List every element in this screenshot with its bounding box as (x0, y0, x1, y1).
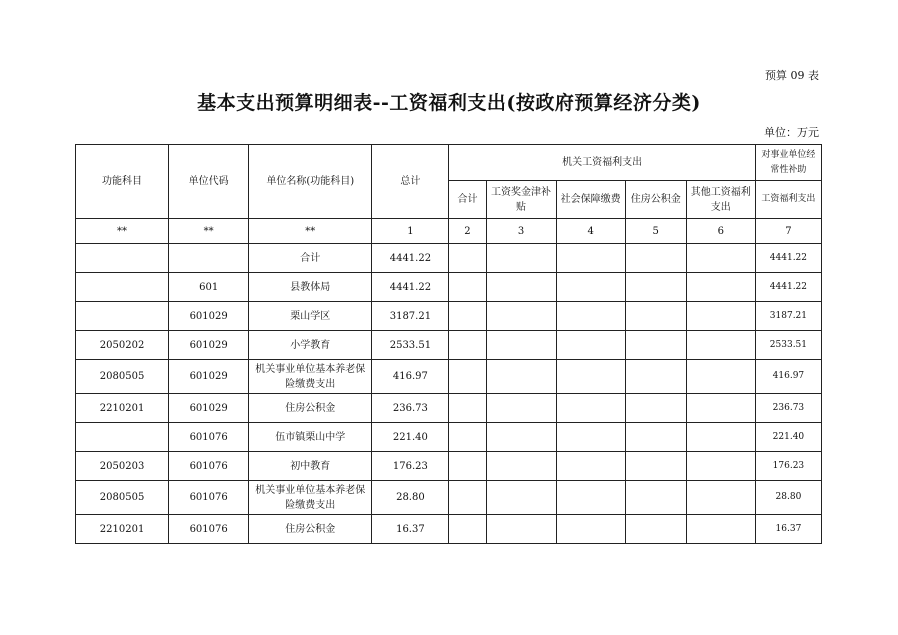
cell-wage-bonus (486, 302, 556, 331)
cell-total: 16.37 (372, 515, 449, 544)
cell-total: 236.73 (372, 394, 449, 423)
cell-other-wage (686, 452, 755, 481)
cell-func-subject: 2080505 (76, 481, 169, 515)
cell-total: 176.23 (372, 452, 449, 481)
cell-unit-name: 机关事业单位基本养老保险缴费支出 (249, 481, 372, 515)
cell-func-subject: 2210201 (76, 394, 169, 423)
cell-wage-welfare: 221.40 (755, 423, 821, 452)
index-cell: 2 (449, 219, 486, 244)
cell-wage-bonus (486, 515, 556, 544)
cell-total: 416.97 (372, 360, 449, 394)
cell-unit-code: 601076 (169, 515, 249, 544)
cell-wage-bonus (486, 394, 556, 423)
cell-sub-total (449, 481, 486, 515)
index-row (76, 219, 822, 244)
cell-wage-bonus (486, 244, 556, 273)
index-cell: 6 (686, 219, 755, 244)
table-row (76, 394, 822, 423)
table-row (76, 302, 822, 331)
cell-wage-welfare: 16.37 (755, 515, 821, 544)
cell-housing-fund (625, 394, 686, 423)
cell-wage-welfare: 176.23 (755, 452, 821, 481)
cell-wage-welfare: 2533.51 (755, 331, 821, 360)
header-subsidy-group: 对事业单位经常性补助 (755, 145, 821, 181)
cell-unit-code: 601 (169, 273, 249, 302)
cell-social-security (556, 331, 625, 360)
table-row (76, 244, 822, 273)
cell-func-subject: 2080505 (76, 360, 169, 394)
budget-table (75, 144, 822, 544)
index-cell: ** (76, 219, 169, 244)
cell-total: 4441.22 (372, 273, 449, 302)
cell-wage-welfare: 3187.21 (755, 302, 821, 331)
cell-housing-fund (625, 302, 686, 331)
cell-other-wage (686, 394, 755, 423)
cell-total: 28.80 (372, 481, 449, 515)
cell-unit-code (169, 244, 249, 273)
cell-sub-total (449, 331, 486, 360)
cell-unit-name: 住房公积金 (249, 515, 372, 544)
cell-social-security (556, 244, 625, 273)
header-agency-group: 机关工资福利支出 (449, 145, 755, 181)
cell-other-wage (686, 273, 755, 302)
cell-unit-name: 合计 (249, 244, 372, 273)
cell-wage-welfare: 4441.22 (755, 244, 821, 273)
table-row (76, 360, 822, 394)
cell-wage-welfare: 236.73 (755, 394, 821, 423)
cell-total: 3187.21 (372, 302, 449, 331)
cell-social-security (556, 481, 625, 515)
cell-unit-name: 机关事业单位基本养老保险缴费支出 (249, 360, 372, 394)
cell-unit-name: 伍市镇栗山中学 (249, 423, 372, 452)
table-row (76, 515, 822, 544)
cell-sub-total (449, 273, 486, 302)
cell-social-security (556, 394, 625, 423)
cell-unit-code: 601029 (169, 394, 249, 423)
cell-func-subject (76, 273, 169, 302)
table-row (76, 331, 822, 360)
cell-sub-total (449, 302, 486, 331)
cell-total: 221.40 (372, 423, 449, 452)
cell-wage-bonus (486, 452, 556, 481)
cell-other-wage (686, 244, 755, 273)
header-total: 总计 (372, 145, 449, 219)
page-title: 基本支出预算明细表--工资福利支出(按政府预算经济分类) (197, 92, 701, 114)
cell-unit-name: 栗山学区 (249, 302, 372, 331)
cell-wage-bonus (486, 481, 556, 515)
header-housing-fund: 住房公积金 (625, 181, 686, 219)
cell-housing-fund (625, 244, 686, 273)
table-row (76, 273, 822, 302)
cell-housing-fund (625, 452, 686, 481)
index-cell: 7 (755, 219, 821, 244)
cell-unit-code: 601076 (169, 481, 249, 515)
cell-unit-name: 小学教育 (249, 331, 372, 360)
header-unit-name: 单位名称(功能科目) (249, 145, 372, 219)
cell-wage-bonus (486, 273, 556, 302)
cell-other-wage (686, 331, 755, 360)
index-cell: 1 (372, 219, 449, 244)
cell-func-subject (76, 244, 169, 273)
cell-func-subject: 2210201 (76, 515, 169, 544)
cell-sub-total (449, 515, 486, 544)
cell-unit-code: 601029 (169, 331, 249, 360)
header-wage-bonus: 工资奖金津补贴 (486, 181, 556, 219)
cell-housing-fund (625, 331, 686, 360)
index-cell: 3 (486, 219, 556, 244)
cell-other-wage (686, 360, 755, 394)
cell-sub-total (449, 452, 486, 481)
cell-sub-total (449, 244, 486, 273)
cell-other-wage (686, 515, 755, 544)
cell-housing-fund (625, 360, 686, 394)
cell-housing-fund (625, 273, 686, 302)
cell-social-security (556, 302, 625, 331)
table-row (76, 452, 822, 481)
unit-label: 单位：万元 (764, 126, 819, 139)
cell-other-wage (686, 423, 755, 452)
index-cell: 4 (556, 219, 625, 244)
cell-total: 4441.22 (372, 244, 449, 273)
cell-unit-code: 601076 (169, 423, 249, 452)
cell-housing-fund (625, 481, 686, 515)
cell-other-wage (686, 302, 755, 331)
cell-wage-bonus (486, 331, 556, 360)
header-func-subject: 功能科目 (76, 145, 169, 219)
cell-housing-fund (625, 423, 686, 452)
cell-wage-welfare: 4441.22 (755, 273, 821, 302)
table-row (76, 481, 822, 515)
cell-unit-code: 601029 (169, 360, 249, 394)
cell-sub-total (449, 394, 486, 423)
cell-other-wage (686, 481, 755, 515)
cell-unit-name: 初中教育 (249, 452, 372, 481)
header-wage-welfare: 工资福利支出 (755, 181, 821, 219)
cell-social-security (556, 515, 625, 544)
cell-wage-welfare: 416.97 (755, 360, 821, 394)
cell-housing-fund (625, 515, 686, 544)
index-cell: ** (169, 219, 249, 244)
cell-unit-code: 601029 (169, 302, 249, 331)
cell-unit-name: 住房公积金 (249, 394, 372, 423)
index-cell: 5 (625, 219, 686, 244)
cell-func-subject: 2050203 (76, 452, 169, 481)
cell-sub-total (449, 360, 486, 394)
header-other-wage: 其他工资福利支出 (686, 181, 755, 219)
header-unit-code: 单位代码 (169, 145, 249, 219)
cell-func-subject: 2050202 (76, 331, 169, 360)
cell-social-security (556, 423, 625, 452)
cell-total: 2533.51 (372, 331, 449, 360)
index-cell: ** (249, 219, 372, 244)
cell-wage-bonus (486, 360, 556, 394)
cell-wage-bonus (486, 423, 556, 452)
header-social-security: 社会保障缴费 (556, 181, 625, 219)
cell-social-security (556, 273, 625, 302)
cell-unit-code: 601076 (169, 452, 249, 481)
cell-sub-total (449, 423, 486, 452)
header-sub-total: 合计 (449, 181, 486, 219)
table-row (76, 423, 822, 452)
form-code: 预算 09 表 (765, 69, 819, 82)
cell-func-subject (76, 423, 169, 452)
cell-func-subject (76, 302, 169, 331)
cell-social-security (556, 452, 625, 481)
cell-unit-name: 县教体局 (249, 273, 372, 302)
cell-social-security (556, 360, 625, 394)
cell-wage-welfare: 28.80 (755, 481, 821, 515)
